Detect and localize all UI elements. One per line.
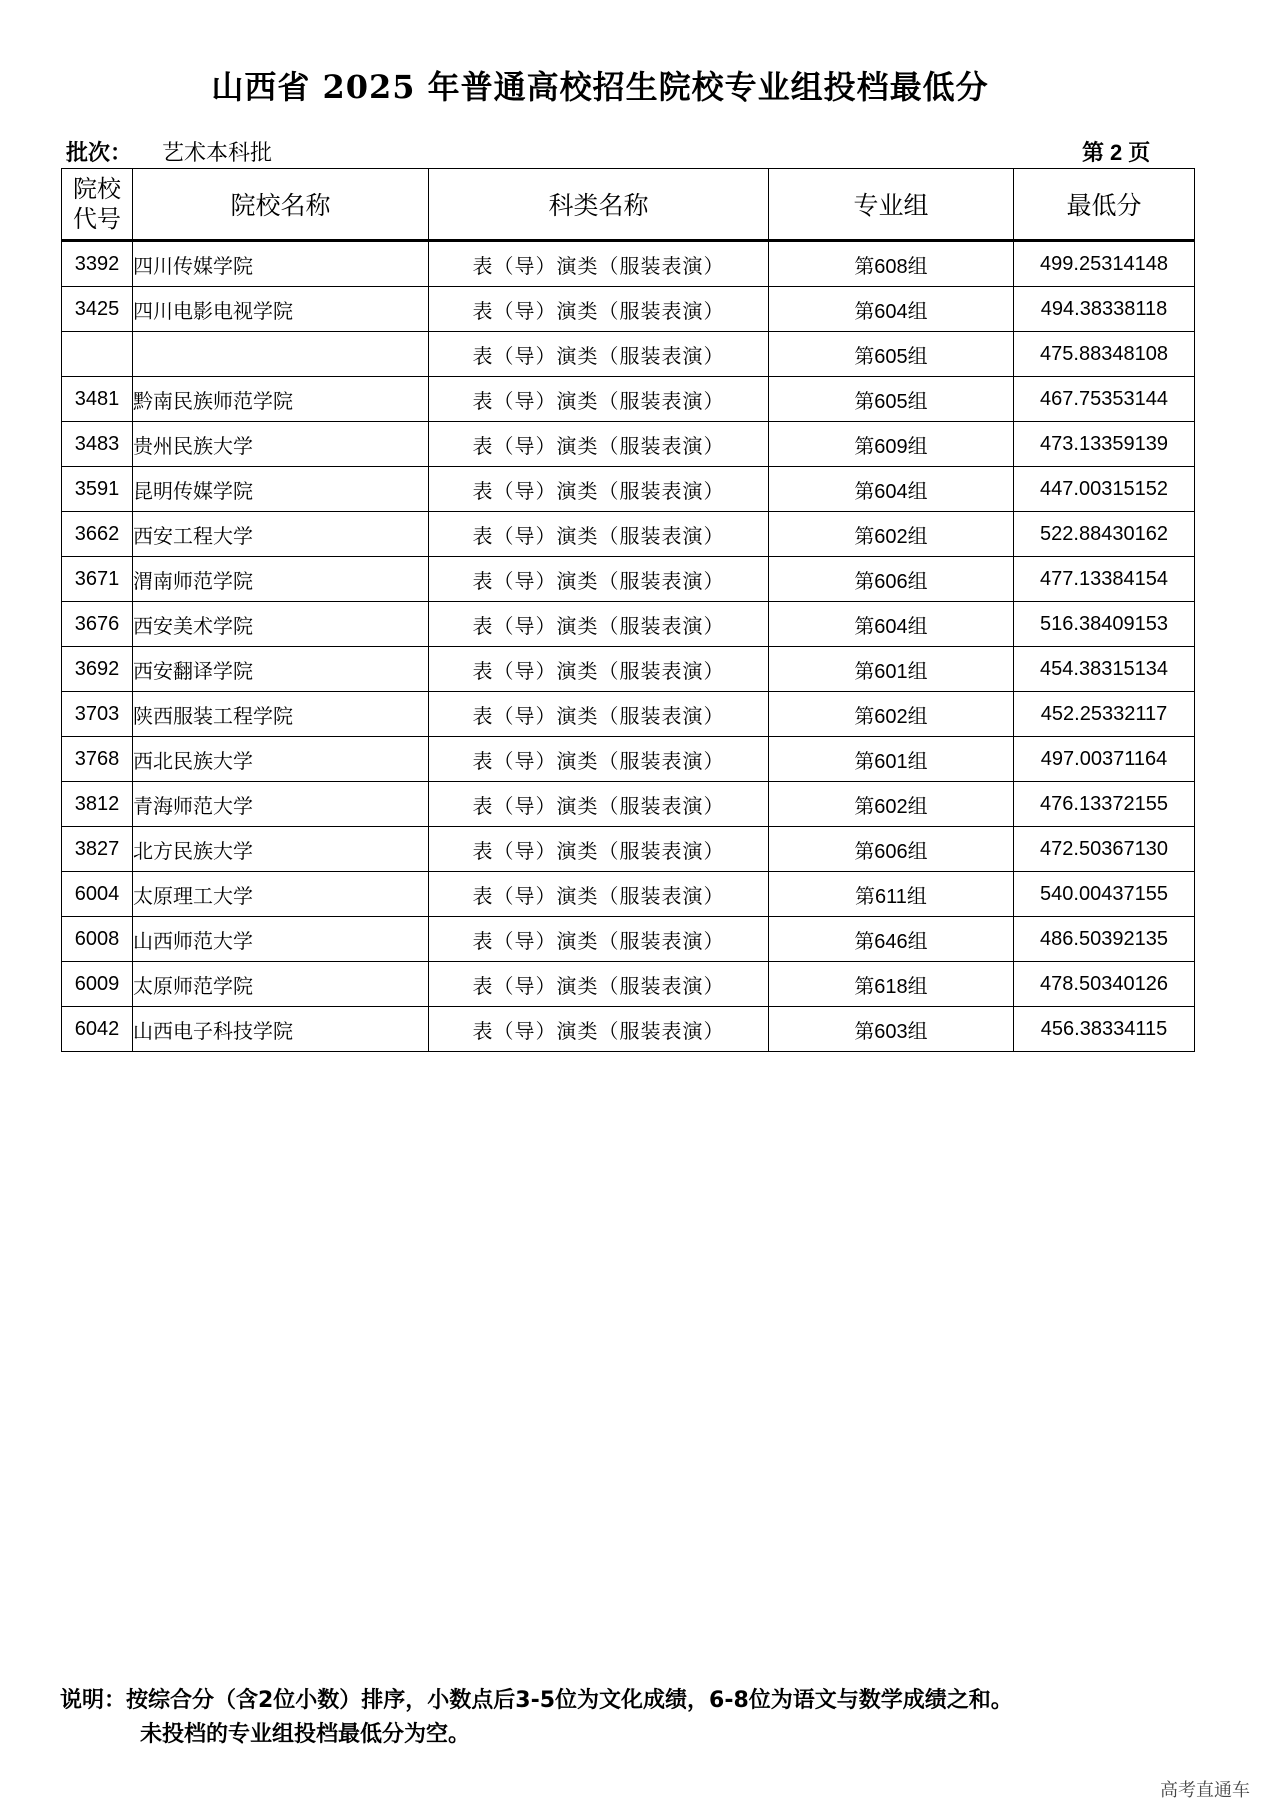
cell-group: 第603组 xyxy=(769,1007,1014,1052)
cell-category: 表（导）演类（服装表演） xyxy=(429,737,769,782)
cell-min-score: 477.13384154 xyxy=(1014,557,1195,602)
cell-group: 第601组 xyxy=(769,647,1014,692)
cell-category: 表（导）演类（服装表演） xyxy=(429,692,769,737)
table-header-row xyxy=(62,169,1195,241)
cell-school-name: 山西师范大学 xyxy=(133,917,429,962)
cell-min-score: 540.00437155 xyxy=(1014,872,1195,917)
cell-group: 第604组 xyxy=(769,287,1014,332)
cell-group: 第604组 xyxy=(769,467,1014,512)
cell-category: 表（导）演类（服装表演） xyxy=(429,512,769,557)
cell-school-name: 西安美术学院 xyxy=(133,602,429,647)
cell-min-score: 454.38315134 xyxy=(1014,647,1195,692)
cell-min-score: 486.50392135 xyxy=(1014,917,1195,962)
cell-school-code: 6042 xyxy=(62,1007,133,1052)
cell-school-code: 3692 xyxy=(62,647,133,692)
table-row xyxy=(62,647,1195,692)
batch-label: 批次： xyxy=(66,141,133,166)
cell-school-name: 四川电影电视学院 xyxy=(133,287,429,332)
cell-school-code: 3827 xyxy=(62,827,133,872)
cell-school-name: 昆明传媒学院 xyxy=(133,467,429,512)
cell-category: 表（导）演类（服装表演） xyxy=(429,241,769,287)
cell-category: 表（导）演类（服装表演） xyxy=(429,422,769,467)
page-prefix: 第 xyxy=(1082,141,1105,166)
cell-min-score: 522.88430162 xyxy=(1014,512,1195,557)
cell-school-code: 3662 xyxy=(62,512,133,557)
batch-value: 艺术本科批 xyxy=(162,141,273,166)
cell-school-name: 四川传媒学院 xyxy=(133,241,429,287)
table-row xyxy=(62,1007,1195,1052)
header-code-line1: 院校 xyxy=(73,175,121,203)
cell-school-name: 陕西服装工程学院 xyxy=(133,692,429,737)
batch-info xyxy=(66,136,272,167)
cell-school-name: 西北民族大学 xyxy=(133,737,429,782)
table-row xyxy=(62,782,1195,827)
page-number xyxy=(1082,136,1150,167)
cell-min-score: 473.13359139 xyxy=(1014,422,1195,467)
cell-school-name: 西安翻译学院 xyxy=(133,647,429,692)
header-min-score: 最低分 xyxy=(1014,169,1195,241)
cell-group: 第609组 xyxy=(769,422,1014,467)
cell-group: 第618组 xyxy=(769,962,1014,1007)
cell-group: 第602组 xyxy=(769,782,1014,827)
cell-min-score: 452.25332117 xyxy=(1014,692,1195,737)
cell-min-score: 497.00371164 xyxy=(1014,737,1195,782)
cell-school-code: 3483 xyxy=(62,422,133,467)
table-row xyxy=(62,512,1195,557)
table-row xyxy=(62,377,1195,422)
cell-min-score: 476.13372155 xyxy=(1014,782,1195,827)
table-row xyxy=(62,422,1195,467)
watermark-text: 高考直通车 xyxy=(1160,1780,1250,1801)
cell-group: 第604组 xyxy=(769,602,1014,647)
cell-category: 表（导）演类（服装表演） xyxy=(429,917,769,962)
cell-school-code: 3591 xyxy=(62,467,133,512)
cell-group: 第605组 xyxy=(769,332,1014,377)
cell-school-code: 6009 xyxy=(62,962,133,1007)
cell-min-score: 475.88348108 xyxy=(1014,332,1195,377)
cell-category: 表（导）演类（服装表演） xyxy=(429,872,769,917)
cell-min-score: 456.38334115 xyxy=(1014,1007,1195,1052)
cell-group: 第608组 xyxy=(769,241,1014,287)
table-row xyxy=(62,917,1195,962)
table-row xyxy=(62,557,1195,602)
cell-school-code: 6004 xyxy=(62,872,133,917)
footnote-line2: 未投档的专业组投档最低分为空。 xyxy=(140,1722,471,1747)
header-group: 专业组 xyxy=(769,169,1014,241)
cell-min-score: 478.50340126 xyxy=(1014,962,1195,1007)
cell-category: 表（导）演类（服装表演） xyxy=(429,1007,769,1052)
cell-group: 第602组 xyxy=(769,692,1014,737)
table-row xyxy=(62,962,1195,1007)
page-number-value: 2 xyxy=(1110,140,1123,165)
header-category: 科类名称 xyxy=(429,169,769,241)
table-row xyxy=(62,287,1195,332)
cell-category: 表（导）演类（服装表演） xyxy=(429,962,769,1007)
cell-school-code: 3392 xyxy=(62,241,133,287)
cell-category: 表（导）演类（服装表演） xyxy=(429,782,769,827)
cell-min-score: 516.38409153 xyxy=(1014,602,1195,647)
header-school-name: 院校名称 xyxy=(133,169,429,241)
cell-school-name: 贵州民族大学 xyxy=(133,422,429,467)
cell-min-score: 472.50367130 xyxy=(1014,827,1195,872)
table-row xyxy=(62,241,1195,287)
cell-school-name: 西安工程大学 xyxy=(133,512,429,557)
cell-school-name: 太原理工大学 xyxy=(133,872,429,917)
cell-min-score: 467.75353144 xyxy=(1014,377,1195,422)
cell-school-code xyxy=(62,332,133,377)
cell-group: 第601组 xyxy=(769,737,1014,782)
footnote xyxy=(60,1684,1013,1752)
footnote-line1: 说明：按综合分（含2位小数）排序，小数点后3-5位为文化成绩，6-8位为语文与数学成绩之和。 xyxy=(60,1688,1013,1713)
cell-category: 表（导）演类（服装表演） xyxy=(429,602,769,647)
cell-category: 表（导）演类（服装表演） xyxy=(429,467,769,512)
cell-school-name: 北方民族大学 xyxy=(133,827,429,872)
cell-group: 第611组 xyxy=(769,872,1014,917)
cell-category: 表（导）演类（服装表演） xyxy=(429,557,769,602)
cell-school-name: 黔南民族师范学院 xyxy=(133,377,429,422)
cell-school-code: 3481 xyxy=(62,377,133,422)
cell-school-code: 3425 xyxy=(62,287,133,332)
cell-school-code: 3671 xyxy=(62,557,133,602)
table-row xyxy=(62,602,1195,647)
cell-category: 表（导）演类（服装表演） xyxy=(429,377,769,422)
table-row xyxy=(62,872,1195,917)
cell-group: 第646组 xyxy=(769,917,1014,962)
cell-group: 第605组 xyxy=(769,377,1014,422)
cell-school-code: 3812 xyxy=(62,782,133,827)
header-code-line2: 代号 xyxy=(73,205,121,233)
cell-school-name: 山西电子科技学院 xyxy=(133,1007,429,1052)
table-row xyxy=(62,827,1195,872)
cell-school-code: 6008 xyxy=(62,917,133,962)
cell-min-score: 447.00315152 xyxy=(1014,467,1195,512)
cell-min-score: 499.25314148 xyxy=(1014,241,1195,287)
score-table xyxy=(61,168,1195,1052)
cell-school-name: 渭南师范学院 xyxy=(133,557,429,602)
cell-category: 表（导）演类（服装表演） xyxy=(429,287,769,332)
cell-school-code: 3676 xyxy=(62,602,133,647)
page-title: 山西省 2025 年普通高校招生院校专业组投档最低分 xyxy=(211,68,989,106)
cell-category: 表（导）演类（服装表演） xyxy=(429,332,769,377)
table-row xyxy=(62,332,1195,377)
page-suffix: 页 xyxy=(1128,141,1151,166)
cell-min-score: 494.38338118 xyxy=(1014,287,1195,332)
cell-group: 第606组 xyxy=(769,827,1014,872)
cell-school-code: 3703 xyxy=(62,692,133,737)
cell-group: 第606组 xyxy=(769,557,1014,602)
table-row xyxy=(62,692,1195,737)
header-school-code xyxy=(62,169,133,241)
table-body xyxy=(62,241,1195,1052)
table-row xyxy=(62,737,1195,782)
cell-school-code: 3768 xyxy=(62,737,133,782)
cell-group: 第602组 xyxy=(769,512,1014,557)
table-row xyxy=(62,467,1195,512)
cell-school-name: 青海师范大学 xyxy=(133,782,429,827)
cell-school-name xyxy=(133,332,429,377)
cell-category: 表（导）演类（服装表演） xyxy=(429,647,769,692)
cell-category: 表（导）演类（服装表演） xyxy=(429,827,769,872)
cell-school-name: 太原师范学院 xyxy=(133,962,429,1007)
